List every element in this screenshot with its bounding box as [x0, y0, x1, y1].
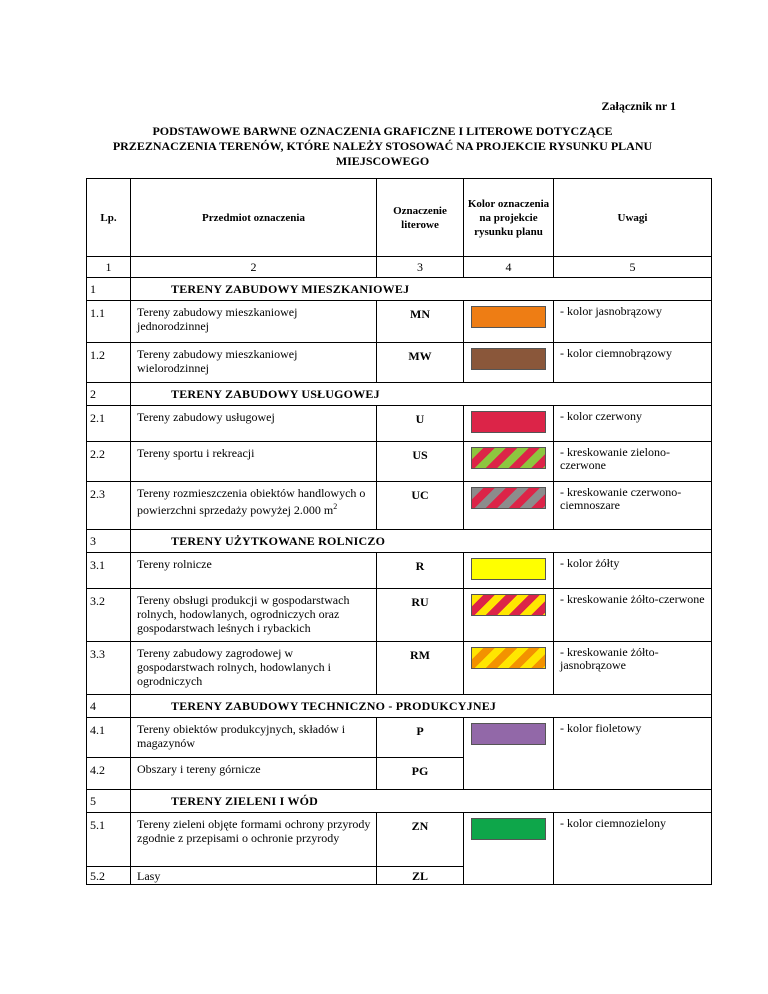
row-description: Tereny zabudowy usługowej — [131, 406, 377, 442]
row-lp: 2.2 — [87, 442, 131, 482]
table-row — [87, 301, 712, 343]
row-lp: 2.3 — [87, 482, 131, 530]
header-subject: Przedmiot oznaczenia — [131, 179, 377, 257]
row-note: - kolor czerwony — [554, 406, 712, 442]
row-lp: 5.2 — [87, 867, 131, 885]
section-title: TERENY ZABUDOWY TECHNICZNO - PRODUKCYJNEJ — [131, 695, 712, 718]
column-numbers-row — [87, 257, 712, 278]
table-row — [87, 442, 712, 482]
row-description: Tereny obiektów produkcyjnych, składów i magazynów — [131, 718, 377, 758]
header-lp: Lp. — [87, 179, 131, 257]
row-description: Obszary i tereny górnicze — [131, 758, 377, 790]
section-row — [87, 695, 712, 718]
row-code: U — [377, 406, 464, 442]
table-row — [87, 642, 712, 695]
row-code: ZL — [377, 867, 464, 885]
table-row — [87, 589, 712, 642]
swatch-cell — [464, 343, 554, 383]
swatch-cell — [464, 718, 554, 790]
colnum: 2 — [131, 257, 377, 278]
annex-label: Załącznik nr 1 — [601, 99, 676, 113]
color-swatch — [471, 447, 546, 469]
table-row — [87, 813, 712, 867]
row-description: Tereny zabudowy mieszkaniowej jednorodzinnej — [131, 301, 377, 343]
row-code: ZN — [377, 813, 464, 867]
row-description: Tereny rolnicze — [131, 553, 377, 589]
row-lp: 5.1 — [87, 813, 131, 867]
swatch-cell — [464, 589, 554, 642]
row-code: MW — [377, 343, 464, 383]
row-description: Tereny zabudowy zagrodowej w gospodarstwach rolnych, hodowlanych i ogrodniczych — [131, 642, 377, 695]
row-description: Tereny obsługi produkcji w gospodarstwach rolnych, hodowlanych, ogrodniczych oraz gospodarstwach leśnych i rybackich — [131, 589, 377, 642]
header-notes: Uwagi — [554, 179, 712, 257]
row-description-text: Tereny rozmieszczenia obiektów handlowych o powierzchni sprzedaży powyżej 2.000 m — [137, 486, 366, 517]
row-note: - kolor jasnobrązowy — [554, 301, 712, 343]
section-number: 4 — [87, 695, 131, 718]
row-code: US — [377, 442, 464, 482]
header-letter: Oznaczenie literowe — [377, 179, 464, 257]
color-swatch — [471, 818, 546, 840]
swatch-cell — [464, 301, 554, 343]
table-row — [87, 718, 712, 758]
row-description: Lasy — [131, 867, 377, 885]
row-note: - kolor ciemnozielony — [554, 813, 712, 885]
row-lp: 3.1 — [87, 553, 131, 589]
swatch-cell — [464, 442, 554, 482]
color-swatch — [471, 348, 546, 370]
row-lp: 1.2 — [87, 343, 131, 383]
section-title: TERENY ZIELENI I WÓD — [131, 790, 712, 813]
section-row — [87, 530, 712, 553]
color-swatch — [471, 487, 546, 509]
swatch-cell — [464, 553, 554, 589]
colnum: 5 — [554, 257, 712, 278]
swatch-cell — [464, 406, 554, 442]
section-title: TERENY ZABUDOWY MIESZKANIOWEJ — [131, 278, 712, 301]
row-note: - kolor fioletowy — [554, 718, 712, 790]
row-lp: 3.2 — [87, 589, 131, 642]
row-code: RU — [377, 589, 464, 642]
section-number: 5 — [87, 790, 131, 813]
color-swatch — [471, 306, 546, 328]
row-lp: 3.3 — [87, 642, 131, 695]
section-title: TERENY UŻYTKOWANE ROLNICZO — [131, 530, 712, 553]
row-code: UC — [377, 482, 464, 530]
table-row — [87, 482, 712, 530]
row-note: - kreskowanie zielono-czerwone — [554, 442, 712, 482]
row-note: - kreskowanie żółto-jasnobrązowe — [554, 642, 712, 695]
row-code: PG — [377, 758, 464, 790]
superscript: 2 — [333, 502, 338, 511]
swatch-cell — [464, 642, 554, 695]
row-lp: 2.1 — [87, 406, 131, 442]
row-description: Tereny sportu i rekreacji — [131, 442, 377, 482]
row-lp: 4.2 — [87, 758, 131, 790]
colnum: 4 — [464, 257, 554, 278]
section-title: TERENY ZABUDOWY USŁUGOWEJ — [131, 383, 712, 406]
color-swatch — [471, 723, 546, 745]
section-row — [87, 790, 712, 813]
table-row — [87, 553, 712, 589]
color-swatch — [471, 647, 546, 669]
colnum: 3 — [377, 257, 464, 278]
color-swatch — [471, 558, 546, 580]
row-note: - kreskowanie żółto-czerwone — [554, 589, 712, 642]
section-number: 2 — [87, 383, 131, 406]
header-row — [87, 179, 712, 257]
row-note: - kreskowanie czerwono-ciemnoszare — [554, 482, 712, 530]
row-code: R — [377, 553, 464, 589]
row-note: - kolor ciemnobrązowy — [554, 343, 712, 383]
row-description — [131, 482, 377, 530]
table-row — [87, 406, 712, 442]
colnum: 1 — [87, 257, 131, 278]
section-number: 1 — [87, 278, 131, 301]
row-description: Tereny zieleni objęte formami ochrony przyrody zgodnie z przepisami o ochronie przyrody — [131, 813, 377, 867]
header-color: Kolor oznaczenia na projekcie rysunku planu — [464, 179, 554, 257]
row-description: Tereny zabudowy mieszkaniowej wielorodzinnej — [131, 343, 377, 383]
row-note: - kolor żółty — [554, 553, 712, 589]
table-row — [87, 343, 712, 383]
section-row — [87, 383, 712, 406]
row-code: P — [377, 718, 464, 758]
swatch-cell — [464, 482, 554, 530]
color-swatch — [471, 594, 546, 616]
row-lp: 1.1 — [87, 301, 131, 343]
swatch-cell — [464, 813, 554, 885]
row-code: RM — [377, 642, 464, 695]
section-number: 3 — [87, 530, 131, 553]
row-code: MN — [377, 301, 464, 343]
designations-table — [86, 178, 712, 885]
row-lp: 4.1 — [87, 718, 131, 758]
section-row — [87, 278, 712, 301]
document-title: PODSTAWOWE BARWNE OZNACZENIA GRAFICZNE I LITEROWE DOTYCZĄCE PRZEZNACZENIA TERENÓW, KTÓRE NALEŻY STOSOWAĆ NA PROJEKCIE RYSUNKU PLANU MIEJSCOWEGO — [112, 124, 653, 168]
color-swatch — [471, 411, 546, 433]
